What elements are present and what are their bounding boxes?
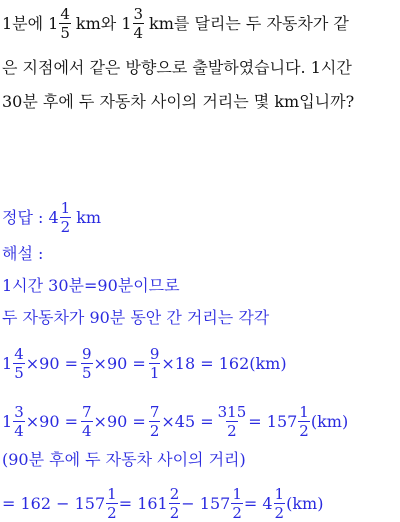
- denominator: 2: [169, 504, 180, 522]
- denominator: 2: [232, 504, 242, 522]
- solution-line-3: (90분 후에 두 자동차 사이의 거리): [2, 450, 246, 469]
- question-text: 은 지점에서 같은 방향으로 출발하였습니다. 1시간: [2, 58, 352, 77]
- solution-heading: 해설 :: [2, 244, 44, 263]
- eq-text: (km): [286, 493, 324, 513]
- question-line-3: [2, 92, 354, 112]
- numerator: 4: [14, 345, 24, 363]
- numerator: 1: [60, 199, 71, 217]
- numerator: 9: [149, 345, 160, 363]
- answer-unit: km: [76, 207, 102, 227]
- question-text: km와 1: [75, 13, 132, 33]
- fraction: [149, 346, 161, 381]
- numerator: 1: [299, 403, 309, 421]
- numerator: 315: [217, 403, 247, 421]
- denominator: 2: [274, 504, 285, 522]
- fraction: [59, 6, 71, 41]
- eq-text: = 161: [118, 493, 168, 513]
- denominator: 5: [60, 24, 70, 42]
- solution-line-1: 1시간 30분=90분이므로: [2, 276, 180, 295]
- eq-text: − 157: [181, 493, 231, 513]
- denominator: 2: [149, 422, 160, 440]
- denominator: 1: [149, 364, 160, 382]
- fraction: [298, 404, 310, 439]
- eq-text: ×90 =: [25, 353, 78, 373]
- fraction: [133, 6, 145, 41]
- question-text: km를 달리는 두 자동차가 같: [149, 13, 349, 33]
- denominator: 2: [107, 504, 117, 522]
- question-line-1: [2, 6, 349, 41]
- fraction: [81, 404, 93, 439]
- equation-3: [2, 486, 323, 521]
- answer-label: 정답 : 4: [2, 207, 59, 227]
- denominator: 5: [14, 364, 24, 382]
- fraction: [106, 486, 118, 521]
- eq-text: = 162 − 157: [2, 493, 106, 513]
- fraction: [231, 486, 243, 521]
- numerator: 9: [82, 345, 92, 363]
- answer-line: [2, 200, 101, 235]
- eq-text: (km): [310, 411, 349, 431]
- numerator: 1: [107, 485, 117, 503]
- eq-text: ×45 =: [161, 411, 214, 431]
- numerator: 7: [82, 403, 92, 421]
- fraction: [13, 404, 25, 439]
- numerator: 3: [133, 5, 144, 23]
- question-text: 30분 후에 두 자동차 사이의 거리는 몇 km입니까?: [2, 92, 355, 111]
- eq-text: ×90 =: [93, 411, 146, 431]
- fraction: [217, 404, 248, 439]
- equation-1: [2, 346, 287, 381]
- question-text: 1분에 1: [2, 13, 59, 33]
- numerator: 2: [169, 485, 180, 503]
- fraction: [60, 200, 72, 235]
- eq-text: ×18 = 162(km): [161, 353, 287, 373]
- numerator: 1: [232, 485, 242, 503]
- denominator: 4: [82, 422, 92, 440]
- fraction: [274, 486, 286, 521]
- fraction: [149, 404, 161, 439]
- denominator: 2: [299, 422, 309, 440]
- numerator: 3: [14, 403, 24, 421]
- denominator: 2: [60, 218, 71, 236]
- fraction: [81, 346, 93, 381]
- numerator: 4: [60, 5, 70, 23]
- eq-text: ×90 =: [25, 411, 78, 431]
- question-line-2: [2, 58, 352, 78]
- denominator: 5: [82, 364, 92, 382]
- denominator: 2: [227, 422, 237, 440]
- eq-text: 1: [2, 411, 13, 431]
- fraction: [169, 486, 181, 521]
- fraction: [13, 346, 25, 381]
- numerator: 7: [149, 403, 160, 421]
- solution-line-2: 두 자동차가 90분 동안 간 거리는 각각: [2, 308, 270, 327]
- eq-text: ×90 =: [93, 353, 146, 373]
- denominator: 4: [14, 422, 24, 440]
- numerator: 1: [274, 485, 285, 503]
- eq-text: = 157: [248, 411, 298, 431]
- equation-2: [2, 404, 348, 439]
- eq-text: 1: [2, 353, 13, 373]
- denominator: 4: [133, 24, 144, 42]
- eq-text: = 4: [243, 493, 273, 513]
